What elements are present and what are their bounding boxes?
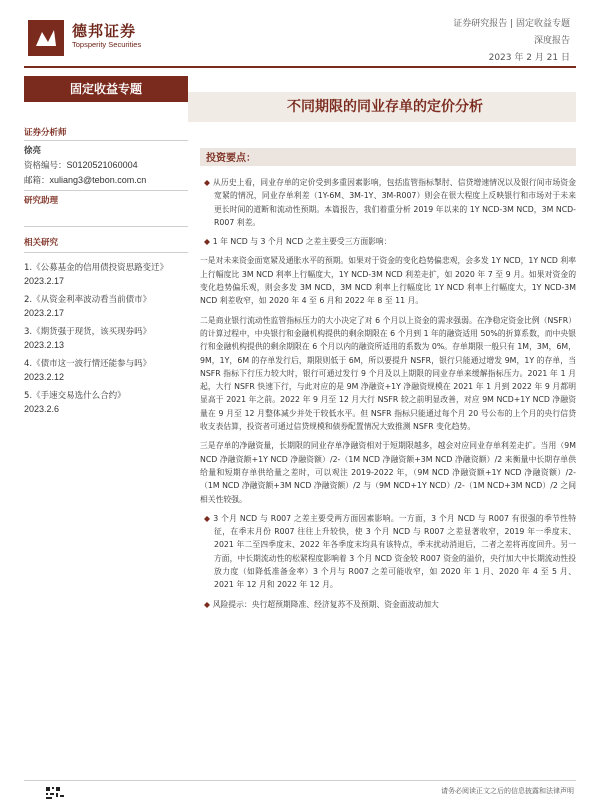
body-paragraph <box>200 314 576 434</box>
report-meta <box>453 16 570 67</box>
body-paragraph <box>200 254 576 307</box>
paragraph-text: 从历史上看，同业存单的定价受到多重因素影响，包括监管指标掣肘、信贷增速情况以及银行间市场资金宽紧的情况，同业存单利差（1Y-6M、3M-1Y、3M-R007）则会在很大程度上反映银行和市场对于未来更长时间的道断和流动性预期。本篇报告，我们着重分析 2019 年以来的 1Y NCD-3M NCD，3M NCD-R007 利差。 <box>212 178 577 227</box>
related-item-title[interactable]: 4.《债市这一波行情还能参与吗》 <box>24 359 152 369</box>
paragraph-text: 1 年 NCD 与 3 个月 NCD 之差主要受三方面影响： <box>212 237 392 247</box>
related-item-title[interactable]: 1.《公募基金的信用债投资思路变迁》 <box>24 263 169 273</box>
sidebar-divider <box>24 226 188 227</box>
license-label: 资格编号： <box>24 161 67 171</box>
analyst-email[interactable] <box>24 173 188 188</box>
related-heading: 相关研究 <box>24 238 59 248</box>
analyst-info <box>24 144 188 188</box>
footer-disclaimer: 请务必阅读正文之后的信息披露和法律声明 <box>441 787 574 795</box>
related-item[interactable] <box>24 326 188 352</box>
related-section <box>24 236 188 248</box>
sidebar-divider <box>24 140 188 141</box>
related-item-date: 2023.2.12 <box>24 372 65 382</box>
paragraph-text: 一是对未来资金面宽紧及通胀水平的预期。如果对于资金的变化趋势偏悲观，会多发 1Y NCD，1Y NCD 利率上行幅度比 3M NCD 利率上行幅度大，1Y NCD-3M NCD 利差走扩，如 2020 年 7 至 9 月。如果对资金的变化趋势偏乐观，则会多发 3M NCD，3M NCD 利率上行幅度比 1Y NCD 利率上行幅度大，1Y NCD-3M NCD 利差收窄，如 2020 年 4 至 6 月和 2022 年 8 至 11 月。 <box>200 256 576 306</box>
report-type: 证券研究报告 | 固定收益专题 <box>453 19 570 29</box>
footer-divider <box>24 780 576 781</box>
related-list <box>24 262 188 422</box>
company-name-en: Topsperity Securities <box>72 40 142 49</box>
header-divider <box>24 66 576 68</box>
bullet-icon: ◆ <box>204 599 213 609</box>
related-item[interactable] <box>24 294 188 320</box>
analyst-heading: 证券分析师 <box>24 128 67 138</box>
related-item-date: 2023.2.17 <box>24 276 65 286</box>
related-item-date: 2023.2.13 <box>24 340 65 350</box>
report-title: 不同期限的同业存单的定价分析 <box>287 99 483 115</box>
report-date: 2023 年 2 月 21 日 <box>488 53 570 63</box>
sidebar-divider <box>24 252 188 253</box>
body-paragraph <box>200 439 576 505</box>
related-item-title[interactable]: 5.《手速交易选什么合约》 <box>24 391 126 401</box>
paragraph-text: 三是存单的净融资量，长期限的同业存单净融资相对于短期限越多，越会对应同业存单利差走扩。当用（9M NCD 净融资额+1Y NCD 净融资额）/2-（1M NCD 净融资额+3M NCD 净融资额）/2 来衡量中长期存单供给量和短期存单供给量之差时，可以观注 2019-2022 年，（9M NCD 净融资额+1Y NCD 净融资额）/2-（1M NCD 净融资额+3M NCD 净融资额）/2 与（9M NCD+1Y NCD）/2-（1M NCD+3M NCD）/2 之间相关性较强。 <box>200 441 576 504</box>
bullet-icon: ◆ <box>204 178 213 187</box>
related-item-date: 2023.2.17 <box>24 308 65 318</box>
related-item-title[interactable]: 3.《期货强于现货，该买现券吗》 <box>24 327 152 337</box>
analyst-license <box>24 158 188 173</box>
report-subtype: 深度报告 <box>533 36 570 46</box>
email-value[interactable]: xuliang3@tebon.com.cn <box>49 175 147 185</box>
risk-warning <box>200 598 576 611</box>
analyst-name: 徐亮 <box>24 146 42 156</box>
company-logo-mark <box>28 20 64 56</box>
sidebar-divider <box>24 190 188 191</box>
related-item[interactable] <box>24 390 188 416</box>
paragraph-text: 3 个月 NCD 与 R007 之差主要受两方面因素影响。一方面，3 个月 NCD 与 R007 有很强的季节性特征，在季末月份 R007 往往上升较快，使 3 个月 NCD 与 R007 之差显著收窄，2019 年一季度末、2021 年二至四季度末、2022 年各季度末均具有该特点，季末扰动消退后，二者之差将再度回升。另一方面，中长期流动性的松紧程度影响着 3 个月 NCD 资金较 R007 资金的溢价，央行加大中长期流动性投放力度（如降低准备金率）3 个月与 R007 之差可能收窄，如 2020 年 1 月、2020 年 4 至 5 月、2021 年 12 月和 2022 年 12 月。 <box>213 513 576 590</box>
summary-band <box>200 148 576 166</box>
body-paragraph <box>200 512 576 592</box>
body-paragraph <box>200 235 576 248</box>
paragraph-text: 二是商业银行流动性监管指标压力的大小决定了对 6 个月以上资金的需求强弱。在净稳定资金比例（NSFR）的计算过程中，中央银行和金融机构提供的剩余期限在 6 个月到 1 年的融资适用 50%的折算系数，而中央银行和金融机构提供的剩余期限在 6 个月以内的融资所适用的系数为 0%。存单期限一般只有 1M，3M，6M，9M，1Y，6M 的存单发行后，期限则低于 6M，所以要提升 NSFR，银行只能通过增发 9M，1Y 的存单，当 NSFR 指标下行压力较大时，银行可通过发行 9 个月及以上期限的同业存单来缓解指标压力。2021 年 1 月起，大行 NSFR 快速下行，与此对应的是 9M 净融资+1Y 净融资规模在 2021 年 1 月到 2022 年 9 月都明显高于 2021 年之前。2022 年 9 月至 12 月大行 NSFR 较之前明显改善，对应 9M NCD+1Y NCD 净融资量在 9 月至 12 月整体减少并处于较低水平。但 NSFR 指标只能通过每个月 20 号公布的上个月的央行信贷收支表估算，投资者可通过信贷规模和债券配置情况大致推测 NSFR 变化趋势。 <box>200 315 576 432</box>
email-label: 邮箱： <box>24 176 50 186</box>
related-item[interactable] <box>24 262 188 288</box>
bullet-icon: ◆ <box>204 513 214 523</box>
report-category: 固定收益专题 <box>24 76 188 102</box>
related-item-title[interactable]: 2.《从资金利率波动看当前债市》 <box>24 295 152 305</box>
qr-code-icon <box>46 784 64 796</box>
report-body <box>200 176 576 617</box>
paragraph-text: 风险提示：央行超预期降准、经济复苏不及预期、资金面波动加大 <box>212 599 439 609</box>
license-value: S0120521060004 <box>66 160 138 170</box>
summary-label: 投资要点： <box>206 153 256 164</box>
company-name-cn: 德邦证券 <box>72 22 137 40</box>
assistant-heading: 研究助理 <box>24 196 59 206</box>
body-paragraph <box>200 176 576 229</box>
related-item[interactable] <box>24 358 188 384</box>
analyst-section <box>24 126 188 138</box>
assistant-section <box>24 194 188 206</box>
bullet-icon: ◆ <box>204 237 213 247</box>
related-item-date: 2023.2.6 <box>24 404 60 414</box>
